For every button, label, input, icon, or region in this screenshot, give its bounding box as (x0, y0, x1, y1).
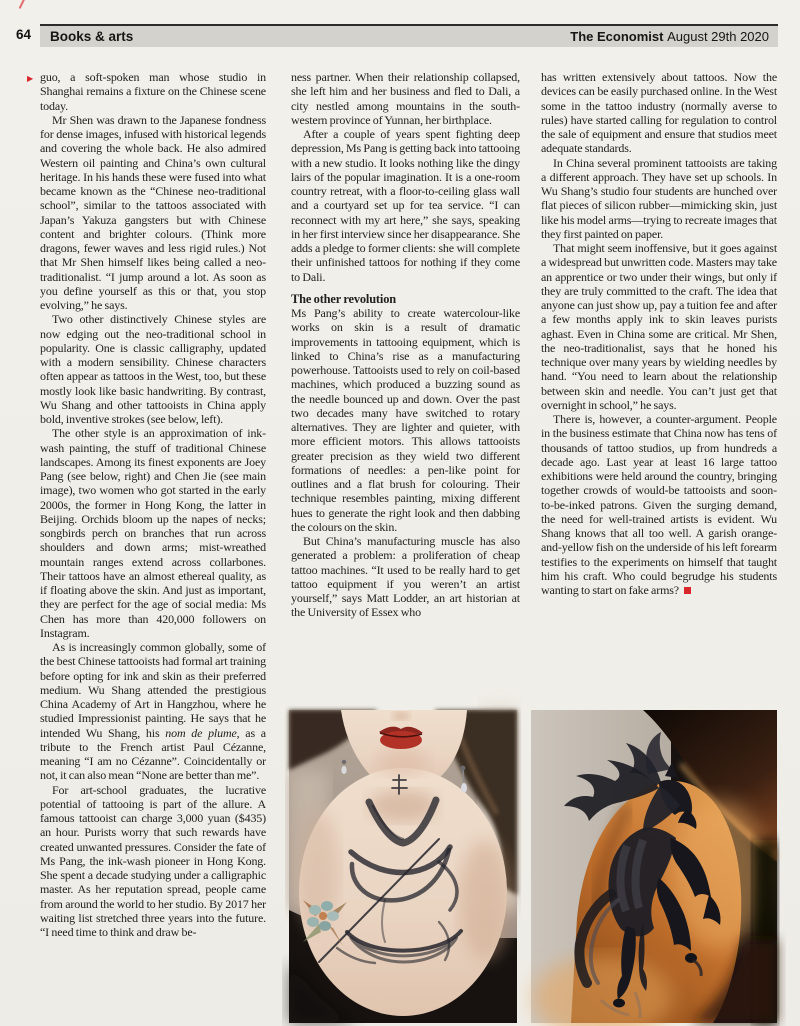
paragraph: That might seem inoffensive, but it goes against a widespread but unwritten code. Masters may take an apprentice or two under their wings, but only if they are truly committed to the craft. The idea that anyone can just show up, pay a tuition fee and after a few months apply ink to skin leaves purists aghast. Even in China some are critical. Mr Shen, the neo-traditionalist, says that he honed his technique over many years by wielding needles by hand. “You need to learn about the relationship between skin and needle. You can’t just get that overnight in school,” he says. (541, 241, 777, 412)
article-column-3 (541, 70, 777, 710)
article-end-mark (684, 587, 691, 594)
paragraph: After a couple of years spent fighting deep depression, Ms Pang is getting back into tattooing with a new studio. It looks nothing like the dingy lairs of the popular imagination. It is a one-room country retreat, with a floor-to-ceiling glass wall and a courtyard set up for tea service. “I can reconnect with my art here,” she says, speaking in her first interview since her disappearance. She adds a pledge to former clients: she will complete their unfinished tattoos for nothing if they come to Dali. (291, 127, 520, 284)
paragraph: But China’s manufacturing muscle has also generated a problem: a proliferation of cheap tattoo machines. “It used to be really hard to get tattoo equipment if you weren’t an artist yourself,” says Matt Lodder, an art historian at the University of Essex who (291, 534, 520, 620)
continuation-arrow-icon: ▶ (27, 74, 34, 83)
paragraph: The other style is an approximation of ink-wash painting, the stuff of traditional Chinese landscapes. Among its finest exponents are Joey Pang (see below, right) and Chen Jie (see main image), two women who got started in the early 2000s, the former in Hong Kong, the latter in Beijing. Orchids bloom up the napes of necks; songbirds perch on branches that run across shoulders and down arms; mist-wreathed mountain ranges extend across collarbones. Their tattoos have an almost ethereal quality, as if floating above the skin. And just as important, they are perfect for the age of social media: Ms Chen has more than 420,000 followers on Instagram. (40, 426, 266, 640)
paragraph: Mr Shen was drawn to the Japanese fondness for dense images, infused with historical legends and covering the whole back. He also admired Western oil painting and China’s own cultural heritage. In his hands these were fused into what became known as the “Chinese neo-traditional school”, similar to the tattoos associated with Japan’s Yakuza gangsters but with Chinese content and brighter colours. (Think more dragons, fewer waves and less rigid rules.) Not that Mr Shen himself likes being called a neo-traditionalist. “I jump around a lot. As soon as you define yourself as this or that, you stop evolving,” he says. (40, 112, 266, 312)
article-column-2 (291, 70, 520, 710)
article-column-1 (27, 70, 266, 1026)
page-number: 64 (16, 27, 32, 42)
article-subhead: The other revolution (291, 291, 396, 306)
calligraphy-tattoo-illustration (289, 710, 517, 1023)
photo-horse-tattoo (531, 710, 777, 1023)
red-pen-mark (19, 0, 26, 9)
section-header-band (40, 24, 778, 47)
issue-date: August 29th 2020 (667, 29, 769, 44)
paragraph: In China several prominent tattooists are taking a different approach. They have set up schools. In Wu Shang’s studio four students are hunched over flat pieces of silicon rubber—mimicking skin, just like his model arms—trying to recreate images that they first painted on paper. (541, 155, 777, 241)
paragraph: has written extensively about tattoos. Now the devices can be easily purchased online. In the West some in the tattoo industry (normally averse to rules) have started calling for regulation to control the sale of equipment and ensure that studios meet adequate standards. (541, 70, 777, 156)
section-title: Books & arts (50, 29, 134, 44)
horse-tattoo-illustration (531, 710, 777, 1023)
paragraph: There is, however, a counter-argument. People in the business estimate that China now has tens of thousands of tattoo studios, up from hundreds a decade ago. Last year at least 16 large tattoo exhibitions were held around the country, bringing together crowds of would-be tattooists and soon-to-be-inked patrons. Given the surging demand, the need for well-trained artists is evident. Wu Shang knows that all too well. A garish orange-and-yellow fish on the underside of his left forearm testifies to the experiments on himself that taught him his craft. Who could begrudge his students wanting to start on fake arms? (541, 412, 777, 597)
paragraph: Two other distinctively Chinese styles are now edging out the neo-traditional school in popularity. One is classic calligraphy, updated with a modern sensibility. Chinese characters often appear as tattoos in the West, too, but these mostly look like basic handwriting. By contrast, Wu Shang and other tattooists in China apply bold, inventive strokes (see below, left). (40, 312, 266, 426)
paragraph: As is increasingly common globally, some of the best Chinese tattooists had formal art training before opting for ink and skin as their preferred medium. Wu Shang attended the prestigious China Academy of Art in Hangzhou, where he studied Impressionist painting. He says that he intended Wu Shang, his nom de plume, as a tribute to the French artist Paul Cézanne, meaning “I am no Cézanne”. Coincidentally or not, it can also mean “None are better than me”. (40, 640, 266, 783)
masthead: The Economist (570, 29, 664, 44)
paragraph: ness partner. When their relationship collapsed, she left him and her business and fled to Dali, a city nestled among mountains in the south-western province of Yunnan, her birthplace. (291, 70, 520, 127)
paragraph: Ms Pang’s ability to create watercolour-like works on skin is a result of dramatic improvements in tattooing equipment, which is linked to China’s rise as a manufacturing powerhouse. Tattooists used to rely on coil-based machines, which produced a buzzing sound as the needle bounced up and down. Over the past two decades many have switched to rotary alternatives. They are lighter and quieter, with more efficient motors. This allows tattooists greater precision as they wield two different formations of needles: a pen-like point for outlines and a flat brush for colouring. Their technique resembles painting, mixing different hues to generate the right look and then dabbing the colours on the skin. (291, 306, 520, 534)
paragraph: ▶ guo, a soft-spoken man whose studio in Shanghai remains a fixture on the Chinese scene today. (27, 70, 266, 113)
issue-line (570, 29, 769, 44)
photo-calligraphy-tattoo (289, 710, 517, 1023)
paragraph: For art-school graduates, the lucrative potential of tattooing is part of the allure. A famous tattooist can charge 3,000 yuan ($435) an hour. Purists worry that such rewards have created unwanted pressures. Consider the fate of Ms Pang, the ink-wash pioneer in Hong Kong. She spent a decade studying under a calligraphic master. As her reputation spread, people came from around the world to her studio. By 2017 her waiting list stretched three years into the future. “I need time to think and draw be- (40, 782, 266, 939)
